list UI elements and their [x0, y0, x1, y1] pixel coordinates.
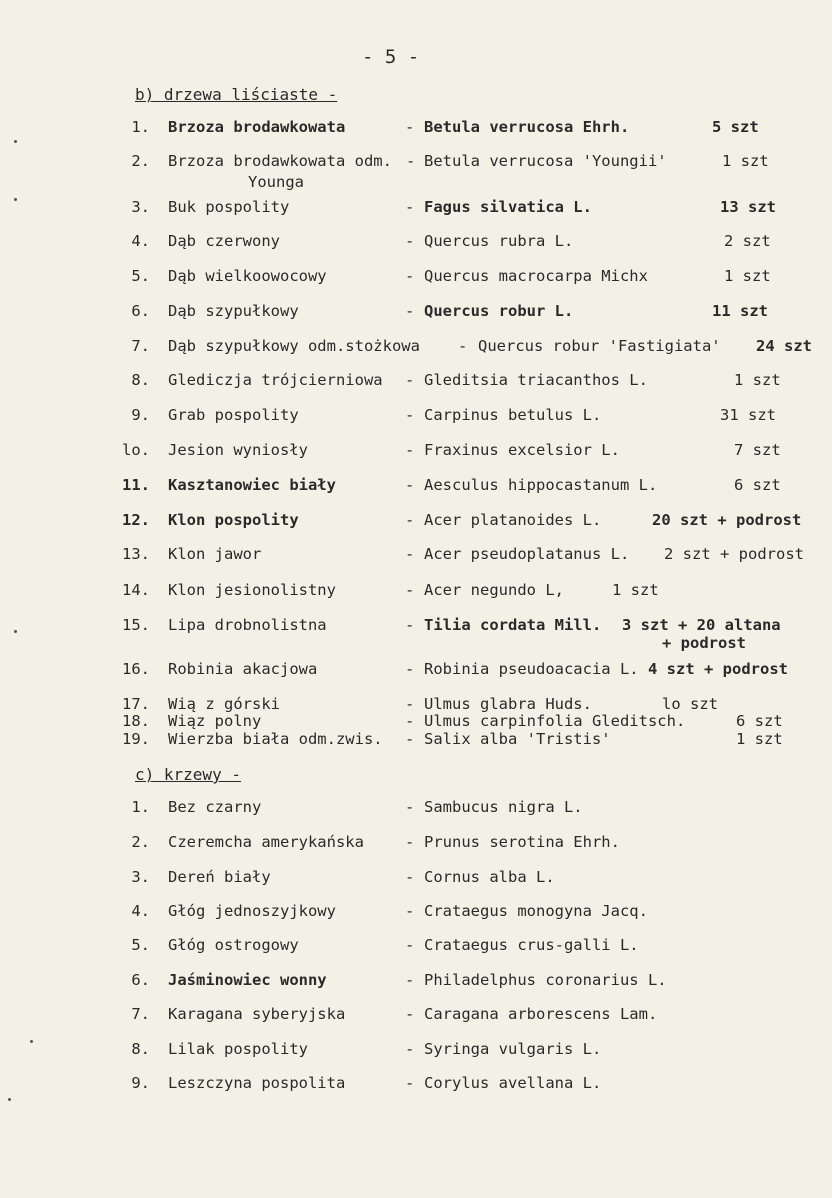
item-number: 17.	[122, 695, 150, 713]
separator-dash: -	[405, 267, 415, 285]
latin-name: Sambucus nigra L.	[424, 798, 583, 816]
item-number: 8.	[131, 1040, 150, 1058]
polish-name: Klon pospolity	[168, 511, 299, 529]
latin-name: Ulmus glabra Huds.	[424, 695, 592, 713]
separator-dash: -	[405, 833, 415, 851]
item-number: 3.	[131, 198, 150, 216]
item-number: 8.	[131, 371, 150, 389]
list-item	[0, 152, 832, 174]
polish-name: Dereń biały	[168, 868, 271, 886]
latin-name: Carpinus betulus L.	[424, 406, 602, 424]
latin-name: Tilia cordata Mill.	[424, 616, 602, 634]
polish-name: Buk pospolity	[168, 198, 290, 216]
list-item	[0, 1074, 832, 1096]
polish-name: Brzoza brodawkowata odm.	[168, 152, 392, 170]
list-item	[0, 302, 832, 324]
list-item	[0, 511, 832, 533]
quantity-continuation: + podrost	[662, 634, 746, 652]
list-item	[0, 798, 832, 820]
polish-name: Brzoza brodawkowata	[168, 118, 346, 136]
separator-dash: -	[405, 660, 415, 678]
latin-name: Betula verrucosa Ehrh.	[424, 118, 630, 136]
list-item	[0, 581, 832, 603]
polish-name: Głóg jednoszyjkowy	[168, 902, 336, 920]
list-item	[0, 371, 832, 393]
latin-name: Crataegus monogyna Jacq.	[424, 902, 648, 920]
quantity: 31 szt	[720, 406, 776, 424]
quantity: 3 szt + 20 altana	[622, 616, 781, 634]
item-number: 1.	[131, 118, 150, 136]
item-number: 7.	[131, 1005, 150, 1023]
item-number: 6.	[131, 302, 150, 320]
quantity: 4 szt + podrost	[648, 660, 788, 678]
latin-name: Cornus alba L.	[424, 868, 555, 886]
item-number: 5.	[131, 267, 150, 285]
polish-name: Dąb szypułkowy	[168, 302, 299, 320]
item-number: lo.	[122, 441, 150, 459]
latin-name: Quercus robur L.	[424, 302, 574, 320]
separator-dash: -	[405, 371, 415, 389]
item-number: 2.	[131, 152, 150, 170]
separator-dash: -	[405, 406, 415, 424]
separator-dash: -	[405, 302, 415, 320]
list-item	[0, 833, 832, 855]
page-number: - 5 -	[362, 46, 420, 68]
polish-name: Jesion wyniosły	[168, 441, 308, 459]
separator-dash: -	[405, 198, 415, 216]
polish-name: Glediczja trójcierniowa	[168, 371, 383, 389]
list-item	[0, 1005, 832, 1027]
polish-name: Wią z górski	[168, 695, 280, 713]
separator-dash: -	[405, 902, 415, 920]
list-item	[0, 936, 832, 958]
item-number: 7.	[131, 337, 150, 355]
scan-speck	[8, 1098, 11, 1101]
list-item	[0, 441, 832, 463]
polish-name: Lilak pospolity	[168, 1040, 308, 1058]
separator-dash: -	[405, 511, 415, 529]
latin-name: Syringa vulgaris L.	[424, 1040, 602, 1058]
latin-name: Prunus serotina Ehrh.	[424, 833, 620, 851]
quantity: 1 szt	[612, 581, 659, 599]
latin-name: Caragana arborescens Lam.	[424, 1005, 658, 1023]
item-number: 15.	[122, 616, 150, 634]
item-number: 6.	[131, 971, 150, 989]
latin-name: Gleditsia triacanthos L.	[424, 371, 648, 389]
item-number: 5.	[131, 936, 150, 954]
polish-name: Dąb szypułkowy odm.stożkowa	[168, 337, 420, 355]
separator-dash: -	[405, 798, 415, 816]
polish-name: Robinia akacjowa	[168, 660, 318, 678]
quantity: 6 szt	[734, 476, 781, 494]
item-number: 19.	[122, 730, 150, 748]
list-item	[0, 902, 832, 924]
polish-name: Jaśminowiec wonny	[168, 971, 327, 989]
quantity: 5 szt	[712, 118, 759, 136]
separator-dash: -	[405, 441, 415, 459]
polish-name: Czeremcha amerykańska	[168, 833, 364, 851]
separator-dash: -	[405, 616, 415, 634]
item-number: 16.	[122, 660, 150, 678]
quantity: 1 szt	[722, 152, 769, 170]
separator-dash: -	[405, 232, 415, 250]
quantity: lo szt	[662, 695, 718, 713]
list-item	[0, 730, 832, 752]
latin-name: Crataegus crus-galli L.	[424, 936, 639, 954]
item-number: 18.	[122, 712, 150, 730]
separator-dash: -	[405, 695, 415, 713]
list-item	[0, 660, 832, 682]
polish-name: Głóg ostrogowy	[168, 936, 299, 954]
item-number: 13.	[122, 545, 150, 563]
separator-dash: -	[405, 936, 415, 954]
quantity: 24 szt	[756, 337, 812, 355]
polish-name: Klon jawor	[168, 545, 262, 563]
latin-name: Quercus macrocarpa Michx	[424, 267, 648, 285]
scan-speck	[14, 630, 17, 633]
latin-name: Acer negundo L,	[424, 581, 564, 599]
polish-name: Wiąz polny	[168, 712, 262, 730]
separator-dash: -	[405, 581, 415, 599]
polish-name: Grab pospolity	[168, 406, 299, 424]
separator-dash: -	[405, 1040, 415, 1058]
quantity: 1 szt	[736, 730, 783, 748]
latin-name: Salix alba 'Tristis'	[424, 730, 611, 748]
item-number: 9.	[131, 1074, 150, 1092]
separator-dash: -	[405, 868, 415, 886]
separator-dash: -	[405, 712, 415, 730]
polish-name: Kasztanowiec biały	[168, 476, 336, 494]
quantity: 2 szt	[724, 232, 771, 250]
latin-name: Philadelphus coronarius L.	[424, 971, 667, 989]
quantity: 13 szt	[720, 198, 776, 216]
item-number: 1.	[131, 798, 150, 816]
list-item	[0, 971, 832, 993]
latin-name: Robinia pseudoacacia L.	[424, 660, 639, 678]
scan-speck	[30, 1040, 33, 1043]
item-number: 4.	[131, 232, 150, 250]
polish-name: Bez czarny	[168, 798, 262, 816]
latin-name: Corylus avellana L.	[424, 1074, 602, 1092]
separator-dash: -	[405, 118, 415, 136]
item-number: 12.	[122, 511, 150, 529]
polish-name: Wierzba biała odm.zwis.	[168, 730, 383, 748]
scan-speck	[14, 140, 17, 143]
list-item	[0, 267, 832, 289]
item-number: 9.	[131, 406, 150, 424]
section-b-heading: b) drzewa liściaste -	[135, 85, 338, 104]
polish-name: Leszczyna pospolita	[168, 1074, 346, 1092]
latin-name: Acer pseudoplatanus L.	[424, 545, 630, 563]
polish-name: Dąb czerwony	[168, 232, 280, 250]
list-item	[0, 545, 832, 567]
item-number: 2.	[131, 833, 150, 851]
quantity: 11 szt	[712, 302, 768, 320]
polish-name-continuation: Younga	[248, 173, 304, 191]
latin-name: Quercus rubra L.	[424, 232, 574, 250]
quantity: 6 szt	[736, 712, 783, 730]
separator-dash: -	[405, 476, 415, 494]
section-c-heading: c) krzewy -	[135, 765, 241, 784]
polish-name: Lipa drobnolistna	[168, 616, 327, 634]
polish-name: Karagana syberyjska	[168, 1005, 346, 1023]
latin-name: Betula verrucosa 'Youngii'	[424, 152, 667, 170]
separator-dash: -	[405, 1005, 415, 1023]
quantity: 1 szt	[724, 267, 771, 285]
scan-speck	[14, 198, 17, 201]
latin-name: Quercus robur 'Fastigiata'	[478, 337, 721, 355]
list-item	[0, 476, 832, 498]
separator-dash: -	[406, 152, 416, 170]
item-number: 4.	[131, 902, 150, 920]
quantity: 7 szt	[734, 441, 781, 459]
item-number: 3.	[131, 868, 150, 886]
separator-dash: -	[405, 545, 415, 563]
list-item	[0, 198, 832, 220]
latin-name: Fraxinus excelsior L.	[424, 441, 620, 459]
quantity: 1 szt	[734, 371, 781, 389]
list-item	[0, 118, 832, 140]
separator-dash: -	[405, 1074, 415, 1092]
list-item	[0, 1040, 832, 1062]
list-item	[0, 406, 832, 428]
item-number: 11.	[122, 476, 150, 494]
polish-name: Klon jesionolistny	[168, 581, 336, 599]
item-number: 14.	[122, 581, 150, 599]
separator-dash: -	[405, 971, 415, 989]
list-item	[0, 337, 832, 359]
quantity: 2 szt + podrost	[664, 545, 804, 563]
latin-name: Fagus silvatica L.	[424, 198, 592, 216]
latin-name: Aesculus hippocastanum L.	[424, 476, 658, 494]
list-item	[0, 232, 832, 254]
latin-name: Ulmus carpinfolia Gleditsch.	[424, 712, 686, 730]
separator-dash: -	[458, 337, 468, 355]
separator-dash: -	[405, 730, 415, 748]
list-item	[0, 868, 832, 890]
latin-name: Acer platanoides L.	[424, 511, 602, 529]
quantity: 20 szt + podrost	[652, 511, 802, 529]
polish-name: Dąb wielkoowocowy	[168, 267, 327, 285]
